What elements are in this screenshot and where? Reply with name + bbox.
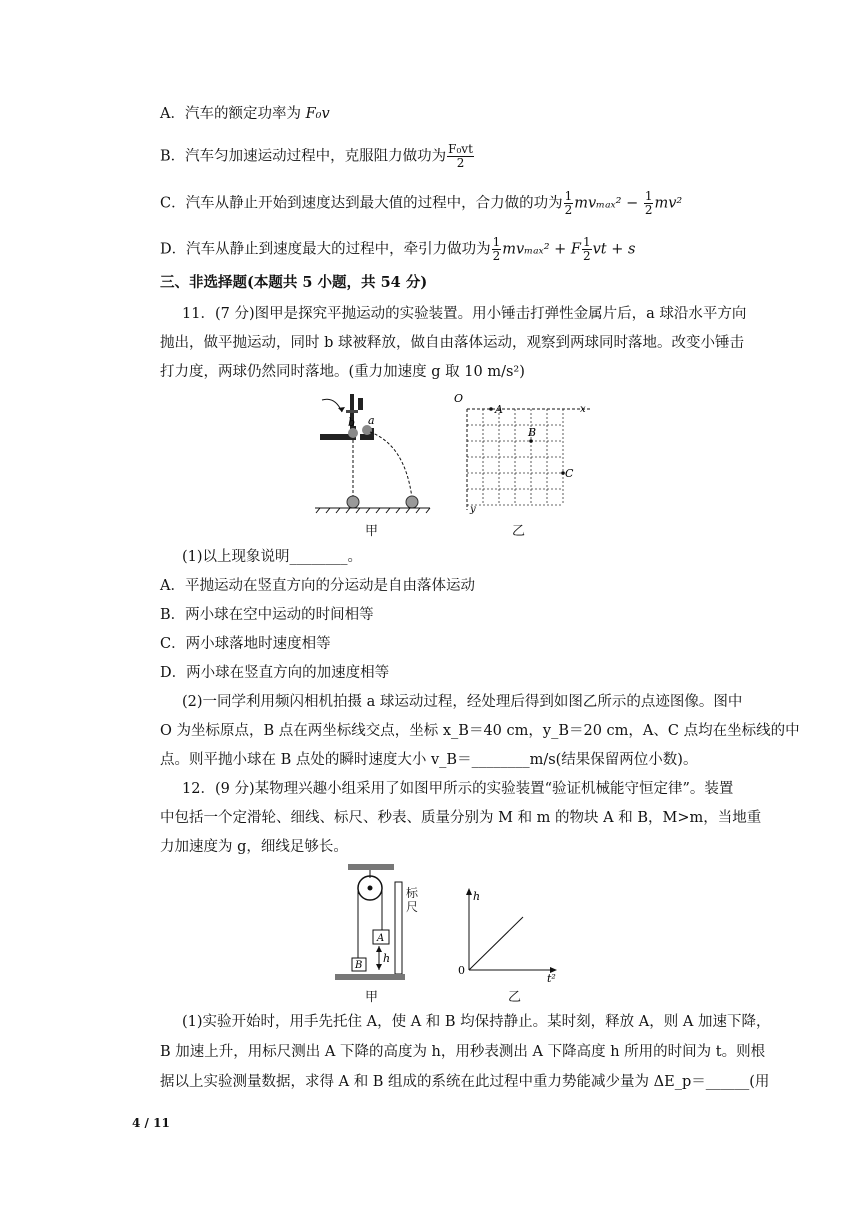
q12-caption-yi: 乙 <box>508 990 522 1005</box>
q11-line1: 11．(7 分)图甲是探究平抛运动的实验装置。用小锤击打弹性金属片后，a 球沿水平方向 <box>182 306 747 322</box>
q11-caption-yi: 乙 <box>512 524 526 539</box>
svg-text:h: h <box>383 952 391 965</box>
q12-sub1-line2: B 加速上升，用标尺测出 A 下降的高度为 h，用秒表测出 A 下降高度 h 所用的时间为 t。则根 <box>160 1044 766 1060</box>
svg-text:0: 0 <box>458 964 465 977</box>
q12-ruler-label: 标尺 <box>406 886 419 914</box>
option-d-tail2: vt + s <box>592 241 636 258</box>
q12-sub1-line3: 据以上实验测量数据，求得 A 和 B 组成的系统在此过程中重力势能减少量为 ΔE_p＝______(用 <box>160 1074 770 1090</box>
option-a <box>160 104 330 124</box>
q12-pulley-figure <box>330 862 440 990</box>
option-b <box>160 143 475 170</box>
svg-text:a: a <box>368 414 375 427</box>
q11-line2: 抛出，做平抛运动，同时 b 球被释放，做自由落体运动，观察到两球同时落地。改变小锤击 <box>160 335 744 351</box>
option-d <box>160 236 635 263</box>
q11-line3: 打力度，两球仍然同时落地。(重力加速度 g 取 10 m/s²) <box>160 364 525 380</box>
q11-caption-jia: 甲 <box>365 524 379 539</box>
option-c-text: C．汽车从静止开始到速度达到最大值的过程中，合力做的功为 <box>160 195 563 212</box>
svg-text:b: b <box>348 416 356 429</box>
q12-line1: 12．(9 分)某物理兴趣小组采用了如图甲所示的实验装置“验证机械能守恒定律”。装置 <box>182 781 734 797</box>
page-number: 4 / 11 <box>132 1116 170 1130</box>
svg-text:B: B <box>355 960 363 971</box>
half-fraction: $\frac{1}{2}$ <box>564 189 573 217</box>
q12-caption-jia: 甲 <box>365 990 379 1005</box>
option-a-text: A．汽车的额定功率为 <box>160 106 306 122</box>
section-heading: 三、非选择题(本题共 5 小题，共 54 分) <box>160 274 428 291</box>
q11-sub2-line3: 点。则平抛小球在 B 点处的瞬时速度大小 v_B＝________m/s(结果保留两位小数)。 <box>160 752 698 768</box>
q11-opt-b: B．两小球在空中运动的时间相等 <box>160 607 374 623</box>
svg-text:y: y <box>470 504 476 514</box>
svg-text:O: O <box>454 392 464 405</box>
q12-sub1-line1: (1)实验开始时，用手先托住 A，使 A 和 B 均保持静止。某时刻，释放 A，则 A 加速下降， <box>182 1014 771 1030</box>
q12-line2: 中包括一个定滑轮、细线、标尺、秒表、质量分别为 M 和 m 的物块 A 和 B，M>m，当地重 <box>160 810 762 826</box>
svg-text:t²: t² <box>547 972 556 985</box>
half-fraction-3: $\frac{1}{2}$ <box>492 235 501 263</box>
q11-apparatus-figure <box>310 390 435 515</box>
q11-opt-a: A．平抛运动在竖直方向的分运动是自由落体运动 <box>160 578 475 594</box>
svg-text:B: B <box>528 426 537 439</box>
svg-text:A: A <box>495 403 503 416</box>
q11-opt-c: C．两小球落地时速度相等 <box>160 636 331 652</box>
q11-sub2-line1: (2)一同学利用频闪相机拍摄 a 球运动过程，经处理后得到如图乙所示的点迹图像。图中 <box>182 694 743 710</box>
svg-text:A: A <box>377 933 385 944</box>
option-b-fraction: $\frac{\text{F₀vt}}{2}$ <box>448 142 473 170</box>
half-fraction-2: $\frac{1}{2}$ <box>644 189 653 217</box>
option-a-expr: F₀v <box>305 106 330 122</box>
half-fraction-4: $\frac{1}{2}$ <box>582 235 591 263</box>
svg-text:x: x <box>580 404 586 415</box>
option-d-text: D．汽车从静止到速度最大的过程中，牵引力做功为 <box>160 241 491 258</box>
option-b-text: B．汽车匀加速运动过程中，克服阻力做功为 <box>160 148 447 165</box>
option-d-tail: mvₘₐₓ² + F <box>502 241 581 258</box>
q11-grid-figure <box>450 392 590 514</box>
option-c-tail: mvₘₐₓ² − <box>574 195 643 212</box>
q11-opt-d: D．两小球在竖直方向的加速度相等 <box>160 665 390 681</box>
q11-sub1: (1)以上现象说明________。 <box>182 549 363 565</box>
svg-text:h: h <box>473 890 481 903</box>
q11-sub2-line2: O 为坐标原点，B 点在两坐标线交点，坐标 x_B＝40 cm，y_B＝20 cm，A、C 点均在坐标线的中 <box>160 723 800 739</box>
q12-graph-figure <box>455 885 565 985</box>
option-c <box>160 190 682 217</box>
option-c-tail2: mv² <box>654 195 683 212</box>
svg-text:C: C <box>565 467 574 480</box>
q12-line3: 力加速度为 g，细线足够长。 <box>160 839 348 855</box>
